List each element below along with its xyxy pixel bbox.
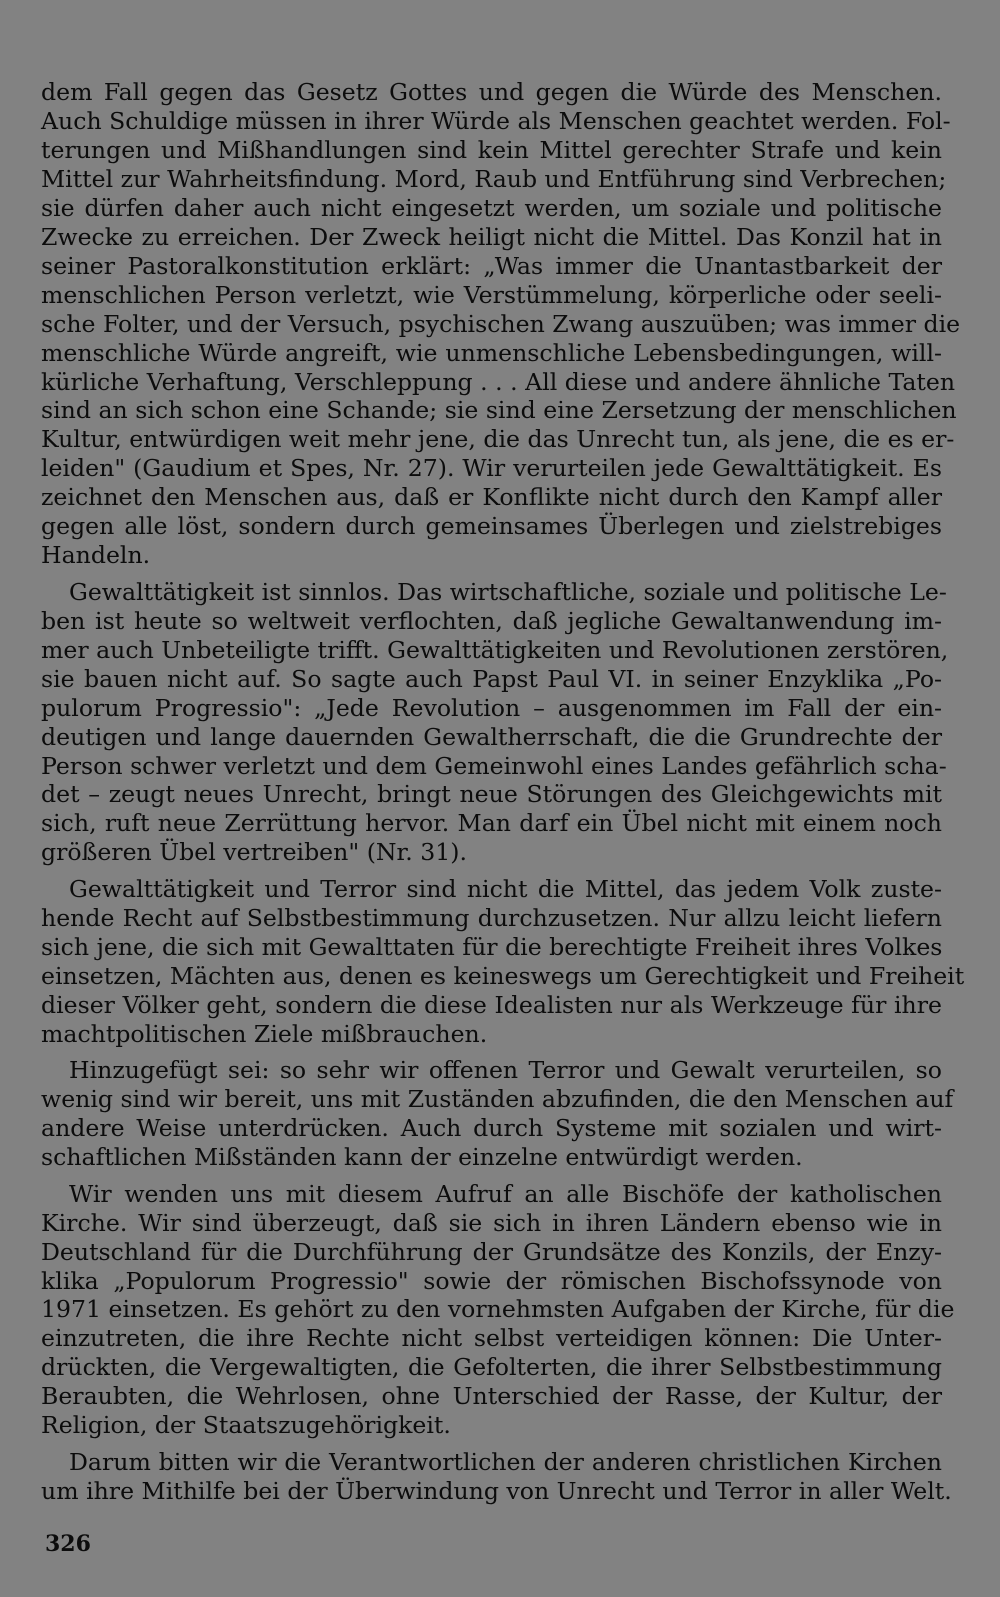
line-text: Person schwer verletzt und dem Gemeinwohl eines Landes gefährlich scha-	[41, 751, 947, 780]
text-line	[41, 780, 942, 809]
line-text: sich, ruft neue Zerrüttung hervor. Man darf ein Übel nicht mit einem noch	[41, 809, 942, 838]
line-text: leiden" (Gaudium et Spes, Nr. 27). Wir verurteilen jede Gewalttätigkeit. Es	[41, 454, 942, 483]
line-text: ben ist heute so weltweit verflochten, daß jegliche Gewaltanwendung im-	[41, 606, 942, 635]
line-text: klika „Populorum Progressio" sowie der römischen Bischofssynode von	[41, 1266, 942, 1295]
line-text: Deutschland für die Durchführung der Grundsätze des Konzils, der Enzy-	[41, 1237, 942, 1266]
text-line	[41, 635, 949, 665]
text-line	[41, 1324, 942, 1353]
line-text: Kultur, entwürdigen weit mehr jene, die das Unrecht tun, als jene, die es er-	[41, 425, 955, 454]
text-line	[41, 512, 942, 541]
text-line	[41, 223, 942, 252]
text-line	[41, 1448, 942, 1477]
text-line	[41, 1209, 942, 1238]
text-line	[41, 1020, 942, 1049]
text-line	[41, 454, 942, 483]
paragraph	[41, 78, 961, 570]
line-text: pulorum Progressio": „Jede Revolution – ausgenommen im Fall der ein-	[41, 693, 942, 722]
text-line	[41, 136, 942, 165]
line-text: Auch Schuldige müssen in ihrer Würde als Menschen geachtet werden. Fol-	[41, 106, 951, 135]
line-text: Gewalttätigkeit und Terror sind nicht die Mittel, das jedem Volk zuste-	[69, 874, 942, 903]
line-text: wenig sind wir bereit, uns mit Zuständen abzufinden, die den Menschen auf	[41, 1085, 954, 1114]
text-line	[41, 933, 942, 962]
text-line	[41, 904, 942, 933]
text-line	[41, 751, 947, 781]
text-line	[41, 1114, 942, 1143]
text-line	[41, 1267, 942, 1296]
line-text: menschlichen Person verletzt, wie Verstümmelung, körperliche oder seeli-	[41, 280, 942, 309]
text-line	[41, 106, 951, 136]
line-text: Darum bitten wir die Verantwortlichen der anderen christlichen Kirchen	[69, 1447, 942, 1476]
line-text: menschliche Würde angreift, wie unmenschliche Lebensbedingungen, will-	[41, 338, 942, 367]
text-line	[41, 875, 942, 904]
text-line	[41, 1295, 955, 1324]
text-line	[41, 252, 942, 281]
line-text: hende Recht auf Selbstbestimmung durchzusetzen. Nur allzu leicht liefern	[41, 903, 942, 932]
text-line	[41, 694, 942, 723]
line-text: seiner Pastoralkonstitution erklärt: „Was immer die Unantastbarkeit der	[41, 251, 942, 280]
line-text: 1971 einsetzen. Es gehört zu den vornehmsten Aufgaben der Kirche, für die	[41, 1295, 955, 1324]
line-text: sich jene, die sich mit Gewalttaten für die berechtigte Freiheit ihres Volkes	[41, 932, 943, 961]
line-text: sche Folter, und der Versuch, psychischen Zwang auszuüben; was immer die	[41, 309, 961, 338]
paragraph	[41, 1056, 954, 1172]
line-text: sie bauen nicht auf. So sagte auch Papst Paul VI. in seiner Enzyklika „Po-	[41, 664, 942, 693]
text-line	[41, 809, 942, 838]
line-text: Wir wenden uns mit diesem Aufruf an alle Bischöfe der katholischen	[69, 1179, 942, 1208]
text-line	[41, 78, 942, 107]
text-line	[41, 541, 942, 570]
line-text: mer auch Unbeteiligte trifft. Gewalttätigkeiten und Revolutionen zerstören,	[41, 635, 949, 664]
text-line	[41, 607, 942, 636]
text-line	[41, 961, 965, 991]
text-line	[41, 1238, 942, 1267]
paragraph	[41, 1179, 955, 1441]
text-line	[41, 991, 942, 1020]
line-text: dieser Völker geht, sondern die diese Idealisten nur als Werkzeuge für ihre	[41, 990, 942, 1019]
line-text: andere Weise unterdrücken. Auch durch Systeme mit sozialen und wirt-	[41, 1114, 942, 1143]
text-line	[41, 309, 961, 339]
text-line	[41, 483, 942, 512]
line-text: drückten, die Vergewaltigten, die Gefolterten, die ihrer Selbstbestimmung	[41, 1353, 942, 1382]
line-text: einzutreten, die ihre Rechte nicht selbst verteidigen können: Die Unter-	[41, 1324, 942, 1353]
line-text: Mittel zur Wahrheitsfindung. Mord, Raub und Entführung sind Verbrechen;	[41, 164, 947, 193]
text-line	[41, 164, 947, 194]
text-line	[41, 1353, 942, 1382]
line-text: gegen alle löst, sondern durch gemeinsames Überlegen und zielstrebiges	[41, 512, 942, 541]
line-text: sie dürfen daher auch nicht eingesetzt werden, um soziale und politische	[41, 193, 942, 222]
line-text: kürliche Verhaftung, Verschleppung . . . All diese und andere ähnliche Taten	[41, 367, 956, 396]
paragraph	[41, 577, 949, 868]
line-text: det – zeugt neues Unrecht, bringt neue Störungen des Gleichgewichts mit	[41, 780, 942, 809]
line-text: dem Fall gegen das Gesetz Gottes und gegen die Würde des Menschen.	[41, 78, 942, 106]
line-text: schaftlichen Mißständen kann der einzelne entwürdigt werden.	[41, 1143, 803, 1172]
line-text: um ihre Mithilfe bei der Überwindung von Unrecht und Terror in aller Welt.	[41, 1476, 952, 1505]
line-text: Zwecke zu erreichen. Der Zweck heiligt nicht die Mittel. Das Konzil hat in	[41, 222, 942, 251]
text-line	[41, 723, 942, 752]
text-line	[41, 1143, 942, 1172]
page-number: 326	[45, 1531, 91, 1557]
line-text: Beraubten, die Wehrlosen, ohne Unterschied der Rasse, der Kultur, der	[41, 1382, 942, 1411]
text-line	[41, 281, 942, 310]
line-text: Handeln.	[41, 541, 151, 570]
line-text: sind an sich schon eine Schande; sie sind eine Zersetzung der menschlichen	[41, 396, 957, 425]
text-line	[41, 577, 947, 607]
line-text: machtpolitischen Ziele mißbrauchen.	[41, 1019, 488, 1048]
text-line	[41, 665, 942, 694]
text-line	[41, 1056, 942, 1085]
text-line	[41, 1411, 942, 1440]
paragraph	[41, 1447, 952, 1506]
text-line	[41, 396, 957, 425]
text-line	[41, 1476, 952, 1506]
text-line	[41, 194, 942, 223]
text-line	[41, 838, 942, 867]
paragraph	[41, 874, 965, 1049]
line-text: terungen und Mißhandlungen sind kein Mittel gerechter Strafe und kein	[41, 135, 942, 164]
text-line	[41, 339, 942, 368]
text-line	[41, 1382, 942, 1411]
body-text	[41, 78, 965, 1506]
text-line	[41, 367, 956, 397]
line-text: deutigen und lange dauernden Gewaltherrschaft, die die Grundrechte der	[41, 722, 942, 751]
line-text: zeichnet den Menschen aus, daß er Konflikte nicht durch den Kampf aller	[41, 483, 942, 512]
line-text: Gewalttätigkeit ist sinnlos. Das wirtschaftliche, soziale und politische Le-	[69, 577, 947, 606]
line-text: Kirche. Wir sind überzeugt, daß sie sich in ihren Ländern ebenso wie in	[41, 1208, 942, 1237]
line-text: Hinzugefügt sei: so sehr wir offenen Terror und Gewalt verurteilen, so	[69, 1056, 942, 1085]
text-line	[41, 1085, 954, 1114]
text-line	[41, 425, 955, 454]
line-text: Religion, der Staatszugehörigkeit.	[41, 1411, 451, 1440]
line-text: größeren Übel vertreiben" (Nr. 31).	[41, 838, 467, 867]
line-text: einsetzen, Mächten aus, denen es keineswegs um Gerechtigkeit und Freiheit	[41, 961, 965, 990]
text-line	[41, 1180, 942, 1209]
